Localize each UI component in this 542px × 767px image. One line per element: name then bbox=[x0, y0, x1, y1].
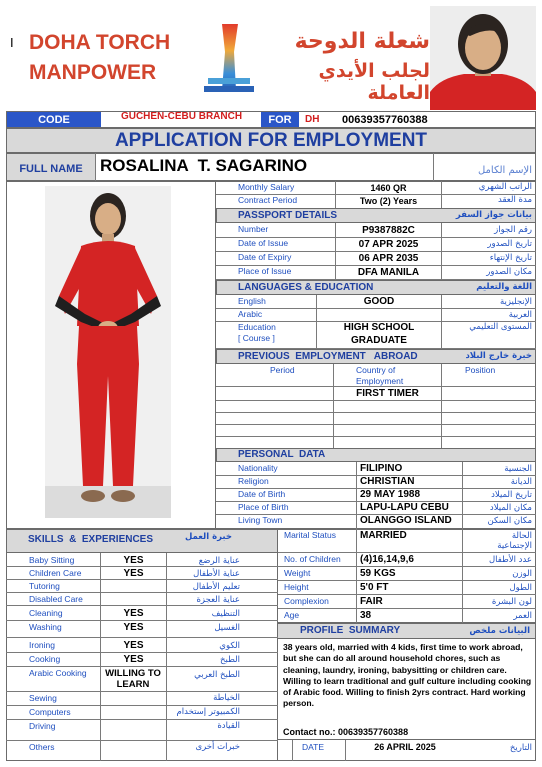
languages-section-title: LANGUAGES & EDUCATION bbox=[238, 282, 374, 293]
date-of-birth-label: Date of Birth bbox=[238, 489, 286, 499]
passport-expiry-date-label: Date of Expiry bbox=[238, 252, 292, 262]
date-of-birth-value: 29 MAY 1988 bbox=[360, 489, 421, 500]
first-timer-value: FIRST TIMER bbox=[356, 388, 419, 399]
passport-number-label: Number bbox=[238, 224, 269, 234]
place-of-birth-value: LAPU-LAPU CEBU bbox=[360, 502, 449, 513]
height-label: Height bbox=[284, 582, 309, 592]
for-label: FOR bbox=[268, 114, 292, 126]
company-name-line2: MANPOWER bbox=[29, 61, 157, 84]
passport-number-value: P9387882C bbox=[362, 225, 415, 236]
full-name-label: FULL NAME bbox=[19, 163, 83, 175]
passport-issue-date-label: Date of Issue bbox=[238, 238, 289, 248]
education-label: Education bbox=[238, 322, 276, 332]
religion-arabic-label: الديانة bbox=[510, 477, 532, 487]
skill-children-care-value: YES bbox=[123, 568, 144, 579]
height-value: 5'0 FT bbox=[360, 582, 389, 593]
skill-ironing-label: Ironing bbox=[29, 640, 55, 650]
skill-cooking-value: YES bbox=[123, 654, 144, 665]
place-of-birth-label: Place of Birth bbox=[238, 502, 289, 512]
weight-value: 59 KGS bbox=[360, 568, 396, 579]
arabic-language-arabic-label: العربية bbox=[508, 310, 532, 320]
skill-washing-value: YES bbox=[123, 622, 144, 633]
doha-torch-tower-logo bbox=[200, 20, 258, 96]
passport-place-of-issue-label: Place of Issue bbox=[238, 266, 292, 276]
marital-status-label: Marital Status bbox=[284, 530, 336, 540]
english-level-value: GOOD bbox=[363, 296, 395, 307]
skill-sewing-label: Sewing bbox=[29, 693, 57, 703]
previous-employment-section-title: PREVIOUS EMPLOYMENT ABROAD bbox=[238, 351, 418, 362]
date-arabic-label: التاريخ bbox=[509, 743, 532, 753]
skill-arabic-cooking-label: Arabic Cooking bbox=[29, 668, 87, 678]
code-label: CODE bbox=[38, 114, 70, 126]
passport-section-title: PASSPORT DETAILS bbox=[238, 210, 338, 221]
salary-label: Monthly Salary bbox=[238, 182, 295, 192]
education-arabic-label: المستوى التعليمي bbox=[469, 322, 532, 332]
skill-computers-label: Computers bbox=[29, 707, 71, 717]
age-arabic-label: العمر bbox=[513, 611, 532, 621]
skill-baby-sitting-arabic: عناية الرضع bbox=[198, 556, 240, 566]
living-town-arabic-label: مكان السكن bbox=[487, 516, 532, 526]
marital-status-arabic-label-line1: الحالة bbox=[511, 531, 532, 541]
height-arabic-label: الطول bbox=[509, 583, 532, 593]
skill-ironing-arabic: الكوي bbox=[219, 641, 240, 651]
education-course-label: [ Course ] bbox=[238, 333, 275, 343]
children-label: No. of Children bbox=[284, 554, 341, 564]
date-of-birth-arabic-label: تاريخ الميلاد bbox=[491, 490, 532, 500]
profile-summary-arabic-title: البيانات ملخص bbox=[469, 626, 530, 636]
skill-baby-sitting-value: YES bbox=[123, 555, 144, 566]
skill-baby-sitting-label: Baby Sitting bbox=[29, 555, 75, 565]
column-country-header-line2: Employment bbox=[356, 376, 404, 386]
complexion-arabic-label: لون البشرة bbox=[491, 597, 532, 607]
previous-employment-arabic-title: خبرة خارج البلاد bbox=[465, 351, 532, 361]
profile-summary-title: PROFILE SUMMARY bbox=[300, 625, 401, 636]
passport-expiry-date-arabic-label: تاريخ الإنتهاء bbox=[489, 253, 532, 263]
nationality-arabic-label: الجنسية bbox=[504, 464, 532, 474]
nationality-value: FILIPINO bbox=[360, 463, 403, 474]
skill-cooking-arabic: الطبخ bbox=[220, 655, 240, 665]
profile-summary-text: 38 years old, married with 4 kids, first time to work abroad, but she can do all around household chores, such as cleaning, laundry, ironing, babysitting or children care. Willing to learn traditional and gulf culture including cooking of Arabic food. Willing to finish 2yrs contract. Hard working person. bbox=[283, 642, 532, 709]
education-value-line2: GRADUATE bbox=[351, 335, 407, 346]
arabic-company-name-line2: لجلب الأيدي العاملة bbox=[318, 60, 430, 104]
arabic-company-name-line1: شعلة الدوحة bbox=[294, 29, 430, 54]
form-title: APPLICATION FOR EMPLOYMENT bbox=[114, 130, 428, 151]
applicant-headshot-photo bbox=[430, 6, 536, 110]
age-value: 38 bbox=[360, 610, 372, 621]
english-label: English bbox=[238, 296, 266, 306]
skill-washing-label: Washing bbox=[29, 622, 62, 632]
skill-washing-arabic: الغسيل bbox=[214, 623, 240, 633]
passport-place-of-issue-arabic-label: مكان الصدور bbox=[486, 267, 532, 277]
column-period-header: Period bbox=[270, 365, 295, 375]
complexion-value: FAIR bbox=[360, 596, 383, 607]
skill-others-label: Others bbox=[29, 742, 55, 752]
complexion-label: Complexion bbox=[284, 596, 329, 606]
passport-section-arabic-title: بيانات جواز السفر bbox=[455, 210, 532, 220]
weight-label: Weight bbox=[284, 568, 311, 578]
living-town-label: Living Town bbox=[238, 515, 283, 525]
skill-driving-label: Driving bbox=[29, 721, 56, 731]
children-value: (4)16,14,9,6 bbox=[360, 554, 414, 565]
religion-value: CHRISTIAN bbox=[360, 476, 415, 487]
salary-value: 1460 QR bbox=[370, 183, 407, 193]
skill-arabic-cooking-value: WILLING TO LEARN bbox=[105, 668, 161, 690]
header-contact-number: 00639357760388 bbox=[342, 114, 428, 126]
skill-disabled-care-arabic: عناية العجزة bbox=[196, 595, 240, 605]
full-name-arabic-label: الإسم الكامل bbox=[477, 165, 532, 176]
english-arabic-label: الإنجليزية bbox=[499, 297, 532, 307]
skill-children-care-label: Children Care bbox=[29, 568, 82, 578]
nationality-label: Nationality bbox=[238, 463, 278, 473]
skill-tutoring-arabic: تعليم الأطفال bbox=[192, 582, 240, 592]
profile-contact-number: Contact no.: 00639357760388 bbox=[283, 727, 409, 737]
children-arabic-label: عدد الأطفال bbox=[488, 555, 532, 565]
passport-issue-date-arabic-label: تاريخ الصدور bbox=[487, 239, 532, 249]
passport-number-arabic-label: رقم الجواز bbox=[494, 225, 532, 235]
skill-cleaning-label: Cleaning bbox=[29, 608, 63, 618]
passport-expiry-date-value: 06 APR 2035 bbox=[358, 253, 419, 264]
marital-status-arabic-label-line2: الإجتماعية bbox=[497, 541, 532, 551]
skill-children-care-arabic: عناية الأطفال bbox=[193, 569, 240, 579]
skill-tutoring-label: Tutoring bbox=[29, 581, 60, 591]
branch-value: GUCHEN-CEBU BRANCH bbox=[120, 111, 243, 122]
contract-period-label: Contract Period bbox=[238, 195, 298, 205]
column-position-header: Position bbox=[465, 365, 496, 375]
passport-place-of-issue-value: DFA MANILA bbox=[357, 267, 420, 278]
company-name-line1: DOHA TORCH bbox=[29, 31, 171, 54]
contract-period-value: Two (2) Years bbox=[359, 196, 418, 206]
skill-driving-arabic: القيادة bbox=[217, 721, 240, 731]
skill-computers-arabic: الكمبيوتر إستخدام bbox=[176, 707, 240, 717]
marital-status-value: MARRIED bbox=[360, 530, 407, 541]
personal-data-section-title: PERSONAL DATA bbox=[238, 449, 326, 460]
date-label: DATE bbox=[302, 742, 325, 752]
skill-disabled-care-label: Disabled Care bbox=[29, 594, 83, 604]
for-value: DH bbox=[305, 114, 320, 125]
salary-arabic-label: الراتب الشهري bbox=[478, 182, 532, 192]
arabic-language-label: Arabic bbox=[238, 309, 263, 319]
living-town-value: OLANGGO ISLAND bbox=[360, 515, 452, 526]
skill-cooking-label: Cooking bbox=[29, 654, 61, 664]
religion-label: Religion bbox=[238, 476, 269, 486]
skill-ironing-value: YES bbox=[123, 640, 144, 651]
skill-cleaning-arabic: التنظيف bbox=[211, 609, 240, 619]
column-country-header-line1: Country of bbox=[356, 365, 396, 375]
passport-issue-date-value: 07 APR 2025 bbox=[358, 239, 419, 250]
skills-section-arabic-title: خبرة العمل bbox=[184, 532, 232, 542]
contract-period-arabic-label: مدة العقد bbox=[498, 195, 532, 205]
languages-section-arabic-title: اللغة والتعليم bbox=[476, 282, 532, 292]
date-value: 26 APRIL 2025 bbox=[374, 742, 436, 752]
header-marker: I bbox=[10, 35, 14, 50]
place-of-birth-arabic-label: مكان الميلاد bbox=[489, 503, 532, 513]
age-label: Age bbox=[284, 610, 300, 620]
skill-cleaning-value: YES bbox=[123, 608, 144, 619]
applicant-full-body-photo bbox=[45, 186, 171, 518]
weight-arabic-label: الوزن bbox=[512, 569, 532, 579]
education-value-line1: HIGH SCHOOL bbox=[343, 322, 415, 333]
skill-others-arabic: خبرات أخرى bbox=[195, 742, 240, 752]
skill-sewing-arabic: الخياطة bbox=[213, 693, 240, 703]
full-name-value: ROSALINA T. SAGARINO bbox=[100, 156, 308, 175]
skill-arabic-cooking-arabic: الطبخ العربي bbox=[194, 670, 240, 680]
skills-section-title: SKILLS & EXPERIENCES bbox=[28, 534, 154, 545]
